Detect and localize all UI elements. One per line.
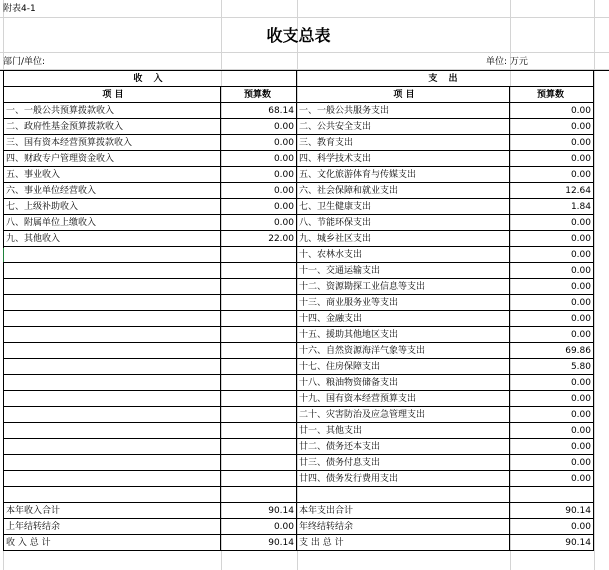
income-item-cell[interactable] [3, 423, 221, 439]
totals-row [0, 503, 609, 519]
sheet-row [0, 53, 609, 70]
income-item-cell[interactable]: 一、一般公共预算拨款收入 [3, 103, 221, 119]
expense-item-cell[interactable]: 十二、资源勘探工业信息等支出 [297, 279, 510, 295]
expense-item-cell[interactable]: 八、节能环保支出 [297, 215, 510, 231]
income-value-cell[interactable] [221, 247, 297, 263]
expense-value-cell[interactable]: 12.64 [510, 183, 594, 199]
income-value-cell[interactable] [221, 423, 297, 439]
expense-value-cell[interactable]: 0.00 [510, 471, 594, 487]
income-item-cell[interactable] [3, 359, 221, 375]
income-item-cell[interactable] [3, 439, 221, 455]
income-budget-header[interactable]: 预算数 [221, 87, 297, 103]
table-row [0, 199, 609, 215]
totals-row [0, 535, 609, 551]
income-item-cell[interactable]: 六、事业单位经营收入 [3, 183, 221, 199]
income-value-cell[interactable] [221, 455, 297, 471]
income-item-cell[interactable]: 收 入 总 计 [3, 535, 221, 551]
table-row [0, 407, 609, 423]
expense-value-cell[interactable]: 0.00 [510, 119, 594, 135]
income-value-cell[interactable]: 0.00 [221, 119, 297, 135]
income-item-cell[interactable] [3, 263, 221, 279]
budget-table [0, 70, 609, 548]
income-value-cell[interactable]: 0.00 [221, 183, 297, 199]
expense-value-cell[interactable]: 0.00 [510, 439, 594, 455]
income-item-cell[interactable] [3, 391, 221, 407]
expense-value-cell[interactable]: 0.00 [510, 311, 594, 327]
expense-item-cell[interactable]: 支 出 总 计 [297, 535, 510, 551]
income-value-cell[interactable] [221, 439, 297, 455]
expense-value-cell[interactable]: 69.86 [510, 343, 594, 359]
expense-value-cell[interactable]: 1.84 [510, 199, 594, 215]
expense-section-header[interactable]: 支 出 [297, 71, 594, 87]
income-value-cell[interactable]: 0.00 [221, 167, 297, 183]
income-item-cell[interactable] [3, 375, 221, 391]
expense-item-header[interactable]: 项 目 [297, 87, 510, 103]
income-value-cell[interactable] [221, 391, 297, 407]
expense-value-cell[interactable]: 5.80 [510, 359, 594, 375]
income-value-cell[interactable]: 90.14 [221, 535, 297, 551]
income-item-cell[interactable] [3, 455, 221, 471]
dept-label[interactable]: 部门/单位: [3, 57, 46, 67]
table-row [0, 103, 609, 119]
income-value-cell[interactable] [221, 343, 297, 359]
expense-item-cell[interactable]: 四、科学技术支出 [297, 151, 510, 167]
expense-value-cell[interactable]: 0.00 [510, 167, 594, 183]
expense-item-cell[interactable]: 十八、粮油物资储备支出 [297, 375, 510, 391]
expense-value-cell[interactable]: 90.14 [510, 503, 594, 519]
expense-value-cell[interactable]: 0.00 [510, 295, 594, 311]
expense-item-cell[interactable]: 廿三、债务付息支出 [297, 455, 510, 471]
expense-item-cell[interactable]: 五、文化旅游体育与传媒支出 [297, 167, 510, 183]
income-item-cell[interactable]: 四、财政专户管理资金收入 [3, 151, 221, 167]
unit-label[interactable]: 单位: 万元 [486, 57, 528, 67]
income-item-cell[interactable] [3, 343, 221, 359]
expense-item-cell[interactable]: 六、社会保障和就业支出 [297, 183, 510, 199]
table-row [0, 231, 609, 247]
table-row [0, 263, 609, 279]
expense-item-cell[interactable]: 一、一般公共服务支出 [297, 103, 510, 119]
table-row [0, 167, 609, 183]
table-row [0, 119, 609, 135]
table-row [0, 183, 609, 199]
totals-row [0, 519, 609, 535]
income-item-cell[interactable]: 二、政府性基金预算拨款收入 [3, 119, 221, 135]
page-title[interactable]: 收支总表 [266, 26, 331, 45]
table-row [0, 471, 609, 487]
expense-item-cell[interactable]: 七、卫生健康支出 [297, 199, 510, 215]
income-value-cell[interactable]: 68.14 [221, 103, 297, 119]
expense-value-cell[interactable]: 0.00 [510, 247, 594, 263]
table-row [0, 439, 609, 455]
expense-value-cell[interactable] [510, 487, 594, 503]
income-item-cell[interactable] [3, 407, 221, 423]
expense-item-cell[interactable]: 十七、住房保障支出 [297, 359, 510, 375]
table-row [0, 311, 609, 327]
table-row [0, 423, 609, 439]
income-item-cell[interactable]: 七、上级补助收入 [3, 199, 221, 215]
expense-item-cell[interactable]: 十三、商业服务业等支出 [297, 295, 510, 311]
income-value-cell[interactable] [221, 263, 297, 279]
income-value-cell[interactable] [221, 407, 297, 423]
table-row [0, 295, 609, 311]
income-value-cell[interactable] [221, 375, 297, 391]
table-row [0, 359, 609, 375]
income-item-cell[interactable] [3, 295, 221, 311]
income-value-cell[interactable] [221, 311, 297, 327]
expense-value-cell[interactable]: 0.00 [510, 279, 594, 295]
expense-item-cell[interactable]: 二十、灾害防治及应急管理支出 [297, 407, 510, 423]
income-value-cell[interactable]: 0.00 [221, 215, 297, 231]
expense-item-cell[interactable]: 本年支出合计 [297, 503, 510, 519]
expense-value-cell[interactable]: 0.00 [510, 391, 594, 407]
column-header-row [0, 87, 609, 103]
income-value-cell[interactable] [221, 279, 297, 295]
expense-item-cell[interactable]: 二、公共安全支出 [297, 119, 510, 135]
attachment-label[interactable]: 附表4-1 [3, 4, 36, 14]
table-row [0, 375, 609, 391]
income-value-cell[interactable] [221, 295, 297, 311]
table-row [0, 247, 609, 263]
sheet-row [0, 0, 609, 18]
table-row [0, 487, 609, 503]
income-item-cell[interactable]: 本年收入合计 [3, 503, 221, 519]
expense-value-cell[interactable]: 0.00 [510, 263, 594, 279]
expense-value-cell[interactable]: 0.00 [510, 407, 594, 423]
sheet-row [0, 18, 609, 53]
income-value-cell[interactable] [221, 359, 297, 375]
expense-value-cell[interactable]: 0.00 [510, 375, 594, 391]
expense-value-cell[interactable]: 0.00 [510, 151, 594, 167]
income-item-header[interactable]: 项 目 [3, 87, 221, 103]
table-row [0, 135, 609, 151]
income-item-cell[interactable] [3, 247, 221, 263]
income-item-cell[interactable] [3, 487, 221, 503]
expense-item-cell[interactable]: 年终结转结余 [297, 519, 510, 535]
income-value-cell[interactable]: 0.00 [221, 199, 297, 215]
income-item-cell[interactable] [3, 279, 221, 295]
income-value-cell[interactable] [221, 471, 297, 487]
table-row [0, 343, 609, 359]
selected-cell-marker [3, 248, 4, 262]
table-row [0, 455, 609, 471]
income-item-cell[interactable]: 五、事业收入 [3, 167, 221, 183]
section-header-row [0, 71, 609, 87]
expense-value-cell[interactable]: 0.00 [510, 103, 594, 119]
expense-item-cell[interactable]: 廿四、债务发行费用支出 [297, 471, 510, 487]
expense-item-cell[interactable]: 十五、援助其他地区支出 [297, 327, 510, 343]
expense-value-cell[interactable]: 0.00 [510, 519, 594, 535]
income-value-cell[interactable]: 22.00 [221, 231, 297, 247]
income-value-cell[interactable]: 90.14 [221, 503, 297, 519]
expense-value-cell[interactable]: 0.00 [510, 423, 594, 439]
income-section-header[interactable]: 收 入 [3, 71, 297, 87]
income-value-cell[interactable]: 0.00 [221, 151, 297, 167]
expense-item-cell[interactable] [297, 487, 510, 503]
expense-item-cell[interactable]: 十四、金融支出 [297, 311, 510, 327]
expense-value-cell[interactable]: 0.00 [510, 455, 594, 471]
expense-item-cell[interactable]: 十一、交通运输支出 [297, 263, 510, 279]
table-row [0, 391, 609, 407]
expense-value-cell[interactable]: 0.00 [510, 215, 594, 231]
table-row [0, 327, 609, 343]
income-item-cell[interactable]: 八、附属单位上缴收入 [3, 215, 221, 231]
expense-value-cell[interactable]: 90.14 [510, 535, 594, 551]
expense-item-cell[interactable]: 十、农林水支出 [297, 247, 510, 263]
expense-value-cell[interactable]: 0.00 [510, 327, 594, 343]
expense-item-cell[interactable]: 廿二、债务还本支出 [297, 439, 510, 455]
income-item-cell[interactable]: 九、其他收入 [3, 231, 221, 247]
income-item-cell[interactable] [3, 471, 221, 487]
expense-value-cell[interactable]: 0.00 [510, 231, 594, 247]
income-value-cell[interactable] [221, 487, 297, 503]
income-value-cell[interactable]: 0.00 [221, 519, 297, 535]
expense-item-cell[interactable]: 九、城乡社区支出 [297, 231, 510, 247]
income-item-cell[interactable] [3, 327, 221, 343]
income-value-cell[interactable]: 0.00 [221, 135, 297, 151]
table-row [0, 151, 609, 167]
expense-item-cell[interactable]: 十六、自然资源海洋气象等支出 [297, 343, 510, 359]
income-value-cell[interactable] [221, 327, 297, 343]
expense-item-cell[interactable]: 十九、国有资本经营预算支出 [297, 391, 510, 407]
income-item-cell[interactable]: 三、国有资本经营预算拨款收入 [3, 135, 221, 151]
expense-budget-header[interactable]: 预算数 [510, 87, 594, 103]
table-row [0, 279, 609, 295]
expense-value-cell[interactable]: 0.00 [510, 135, 594, 151]
income-item-cell[interactable] [3, 311, 221, 327]
table-row [0, 215, 609, 231]
expense-item-cell[interactable]: 三、教育支出 [297, 135, 510, 151]
income-item-cell[interactable]: 上年结转结余 [3, 519, 221, 535]
expense-item-cell[interactable]: 廿一、其他支出 [297, 423, 510, 439]
